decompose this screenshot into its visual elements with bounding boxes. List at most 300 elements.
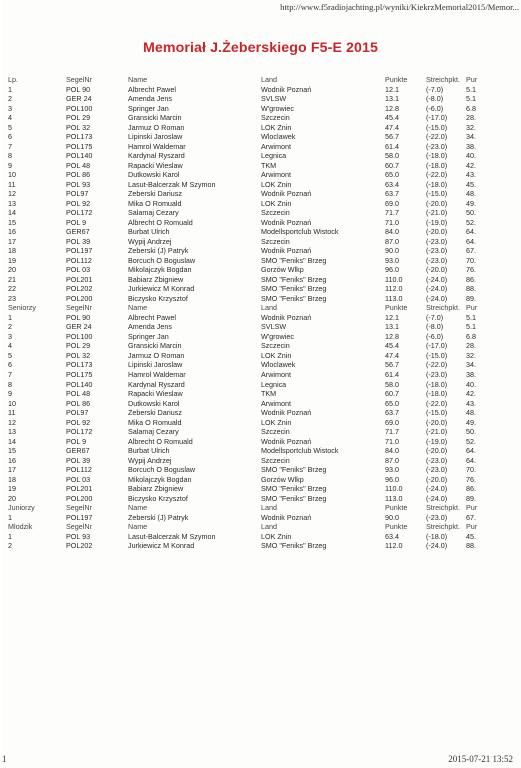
cell-sail-number: POL100 <box>66 331 93 341</box>
cell-net-score: 40. <box>466 151 476 161</box>
section-header <box>8 303 521 313</box>
cell-points: 61.4 <box>385 141 399 151</box>
cell-place: 4 <box>8 341 12 351</box>
cell-place: 11 <box>8 179 16 189</box>
cell-name: Lipinski Jaroslaw <box>128 360 183 370</box>
cell-sail-number: GER 24 <box>66 322 92 332</box>
table-row <box>8 437 521 447</box>
cell-net-score: 6.8 <box>466 103 476 113</box>
cell-name: Kardynal Ryszard <box>128 151 185 161</box>
cell-discard-points: (-7.0) <box>426 84 444 94</box>
print-timestamp: 2015-07-21 13:52 <box>448 754 513 764</box>
cell-discard-points: (-15.0) <box>426 350 448 360</box>
cell-club: W'growiec <box>261 103 294 113</box>
table-row <box>8 180 521 190</box>
table-row <box>8 208 521 218</box>
cell-name: Kardynal Ryszard <box>128 379 185 389</box>
column-header-sail-number: SegelNr <box>66 503 92 513</box>
cell-place: 16 <box>8 227 16 237</box>
cell-points: 69.0 <box>385 417 399 427</box>
cell-discard-points: (-23.0) <box>426 512 448 522</box>
table-row <box>8 246 521 256</box>
section-header <box>8 75 521 85</box>
cell-discard-points: (-17.0) <box>426 341 448 351</box>
cell-points: 47.4 <box>385 122 399 132</box>
cell-discard-points: (-18.0) <box>426 151 448 161</box>
cell-club: LOK Znin <box>261 531 292 541</box>
column-header-points: Punkte <box>385 75 408 84</box>
cell-sail-number: POL202 <box>66 541 93 551</box>
cell-place: 17 <box>8 465 16 475</box>
column-header-name: Name <box>128 522 148 532</box>
cell-points: 13.1 <box>385 322 399 332</box>
table-row <box>8 189 521 199</box>
cell-place: 6 <box>8 132 12 142</box>
cell-sail-number: POL201 <box>66 274 93 284</box>
cell-sail-number: POL 86 <box>66 170 91 180</box>
cell-name: Hamrol Waldemar <box>128 141 186 151</box>
cell-discard-points: (-17.0) <box>426 113 448 123</box>
cell-discard-points: (-18.0) <box>426 379 448 389</box>
cell-place: 3 <box>8 103 12 113</box>
cell-club: SMO "Feniks" Brzeg <box>261 255 327 265</box>
cell-discard-points: (-21.0) <box>426 208 448 218</box>
cell-place: 2 <box>8 322 12 332</box>
cell-club: SMO "Feniks" Brzeg <box>261 541 327 551</box>
cell-net-score: 50. <box>466 427 476 437</box>
cell-discard-points: (-24.0) <box>426 284 448 294</box>
cell-place: 18 <box>8 246 16 256</box>
cell-sail-number: POL 93 <box>66 531 91 541</box>
cell-net-score: 5.1 <box>466 312 476 322</box>
cell-sail-number: POL 39 <box>66 455 91 465</box>
cell-sail-number: POL172 <box>66 208 93 218</box>
cell-discard-points: (-23.0) <box>426 369 448 379</box>
column-header-points: Punkte <box>385 303 408 313</box>
cell-name: Zeberski Dariusz <box>128 408 182 418</box>
page-title: Memoriał J.Żeberskiego F5-E 2015 <box>142 40 379 56</box>
cell-points: 93.0 <box>385 465 399 475</box>
cell-net-score: 88. <box>466 284 476 294</box>
cell-place: 14 <box>8 436 16 446</box>
table-row <box>8 113 521 123</box>
cell-net-score: 32. <box>466 350 476 360</box>
cell-discard-points: (-15.0) <box>426 408 448 418</box>
table-row <box>8 446 521 456</box>
column-header-discard-points: Streichpkt. <box>426 303 460 313</box>
cell-net-score: 49. <box>466 198 476 208</box>
cell-points: 58.0 <box>385 379 399 389</box>
cell-club: LOK Znin <box>261 122 292 132</box>
table-row <box>8 313 521 323</box>
cell-points: 61.4 <box>385 369 399 379</box>
cell-points: 113.0 <box>385 293 403 303</box>
cell-club: SMO "Feniks" Brzeg <box>261 293 327 303</box>
column-header-net-score: Pur <box>466 303 478 313</box>
cell-club: Wodnik Poznań <box>261 512 312 522</box>
cell-discard-points: (-24.0) <box>426 493 448 503</box>
cell-club: Arwimont <box>261 141 291 151</box>
cell-sail-number: POL175 <box>66 369 93 379</box>
cell-name: Albrecht Pawel <box>128 312 176 322</box>
cell-points: 110.0 <box>385 484 403 494</box>
cell-place: 5 <box>8 122 12 132</box>
cell-points: 96.0 <box>385 265 399 275</box>
cell-net-score: 34. <box>466 360 476 370</box>
cell-sail-number: GER 24 <box>66 94 92 104</box>
cell-club: Modellsportclub Wistock <box>261 446 339 456</box>
cell-net-score: 34. <box>466 132 476 142</box>
cell-club: SMO "Feniks" Brzeg <box>261 465 327 475</box>
cell-club: Wodnik Poznań <box>261 189 312 199</box>
table-row <box>8 256 521 266</box>
cell-sail-number: POL 48 <box>66 389 91 399</box>
cell-place: 12 <box>8 189 16 199</box>
cell-discard-points: (-18.0) <box>426 531 448 541</box>
cell-discard-points: (-22.0) <box>426 398 448 408</box>
cell-club: LOK Znin <box>261 417 292 427</box>
cell-net-score: 70. <box>466 465 476 475</box>
cell-net-score: 86. <box>466 274 476 284</box>
table-row <box>8 360 521 370</box>
cell-points: 65.0 <box>385 398 399 408</box>
table-row <box>8 275 521 285</box>
cell-net-score: 42. <box>466 389 476 399</box>
cell-name: Amenda Jens <box>128 322 172 332</box>
cell-discard-points: (-8.0) <box>426 322 444 332</box>
cell-club: Modellsportclub Wistock <box>261 227 339 237</box>
cell-points: 87.0 <box>385 236 399 246</box>
cell-net-score: 28. <box>466 341 476 351</box>
cell-name: Burbat Ulrich <box>128 227 170 237</box>
cell-club: Arwimont <box>261 170 291 180</box>
table-row <box>8 465 521 475</box>
cell-name: Lipinski Jaroslaw <box>128 132 183 142</box>
cell-sail-number: POL97 <box>66 408 89 418</box>
cell-discard-points: (-15.0) <box>426 189 448 199</box>
cell-place: 20 <box>8 493 16 503</box>
cell-points: 90.0 <box>385 512 399 522</box>
cell-club: SVLSW <box>261 94 287 104</box>
cell-name: Albrecht O Romuald <box>128 436 193 446</box>
cell-place: 13 <box>8 427 16 437</box>
cell-points: 12.1 <box>385 84 399 94</box>
cell-net-score: 45. <box>466 179 476 189</box>
cell-points: 65.0 <box>385 170 399 180</box>
cell-name: Springer Jan <box>128 331 169 341</box>
cell-sail-number: POL 92 <box>66 417 91 427</box>
edge-mark: 1 <box>2 754 7 764</box>
cell-club: Szczecin <box>261 236 290 246</box>
cell-place: 17 <box>8 236 16 246</box>
cell-club: Gorzów Wlkp <box>261 474 304 484</box>
cell-net-score: 43. <box>466 398 476 408</box>
section-header <box>8 522 521 532</box>
cell-discard-points: (-23.0) <box>426 236 448 246</box>
cell-sail-number: POL 32 <box>66 350 91 360</box>
cell-place: 9 <box>8 389 12 399</box>
table-row <box>8 151 521 161</box>
cell-name: Mikolajczyk Bogdan <box>128 474 192 484</box>
page-url: http://www.f5radiojachting.pl/wyniki/KiekrzMemorial2015/Memor... <box>280 2 519 12</box>
cell-club: LOK Znin <box>261 198 292 208</box>
cell-club: SVLSW <box>261 322 287 332</box>
cell-discard-points: (-20.0) <box>426 227 448 237</box>
cell-club: SMO "Feniks" Brzeg <box>261 484 327 494</box>
cell-club: Wloclawek <box>261 132 296 142</box>
cell-name: Albrecht Pawel <box>128 84 176 94</box>
cell-net-score: 49. <box>466 417 476 427</box>
cell-place: 2 <box>8 94 12 104</box>
cell-sail-number: POL 92 <box>66 198 91 208</box>
cell-discard-points: (-20.0) <box>426 474 448 484</box>
cell-points: 60.7 <box>385 389 399 399</box>
cell-sail-number: POL 29 <box>66 341 91 351</box>
cell-discard-points: (-6.0) <box>426 103 444 113</box>
cell-discard-points: (-23.0) <box>426 455 448 465</box>
cell-sail-number: POL100 <box>66 103 93 113</box>
cell-name: Zeberski (J) Patryk <box>128 512 189 522</box>
cell-discard-points: (-23.0) <box>426 465 448 475</box>
cell-discard-points: (-19.0) <box>426 436 448 446</box>
cell-name: Springer Jan <box>128 103 169 113</box>
table-row <box>8 513 521 523</box>
cell-net-score: 64. <box>466 227 476 237</box>
cell-sail-number: POL 9 <box>66 217 87 227</box>
column-header-points: Punkte <box>385 503 408 513</box>
cell-place: 12 <box>8 417 16 427</box>
cell-name: Biczysko Krzysztof <box>128 293 188 303</box>
cell-discard-points: (-21.0) <box>426 427 448 437</box>
cell-net-score: 67. <box>466 246 476 256</box>
cell-net-score: 5.1 <box>466 322 476 332</box>
cell-discard-points: (-20.0) <box>426 417 448 427</box>
cell-net-score: 76. <box>466 265 476 275</box>
cell-net-score: 48. <box>466 189 476 199</box>
cell-name: Salamaj Cezary <box>128 427 179 437</box>
cell-discard-points: (-20.0) <box>426 265 448 275</box>
cell-net-score: 48. <box>466 408 476 418</box>
cell-sail-number: POL 39 <box>66 236 91 246</box>
table-row <box>8 380 521 390</box>
cell-club: LOK Znin <box>261 179 292 189</box>
cell-points: 71.7 <box>385 427 399 437</box>
column-header-points: Punkte <box>385 522 408 532</box>
cell-name: Amenda Jens <box>128 94 172 104</box>
cell-sail-number: POL140 <box>66 151 93 161</box>
cell-discard-points: (-18.0) <box>426 389 448 399</box>
cell-points: 63.7 <box>385 408 399 418</box>
cell-net-score: 5.1 <box>466 94 476 104</box>
cell-sail-number: POL197 <box>66 512 93 522</box>
cell-sail-number: POL200 <box>66 293 93 303</box>
cell-discard-points: (-24.0) <box>426 293 448 303</box>
cell-discard-points: (-15.0) <box>426 122 448 132</box>
cell-points: 71.0 <box>385 436 399 446</box>
cell-place: 8 <box>8 151 12 161</box>
cell-discard-points: (-20.0) <box>426 198 448 208</box>
cell-net-score: 89. <box>466 293 476 303</box>
cell-place: 5 <box>8 350 12 360</box>
cell-points: 87.0 <box>385 455 399 465</box>
cell-net-score: 64. <box>466 455 476 465</box>
cell-points: 45.4 <box>385 113 399 123</box>
cell-club: Wodnik Poznań <box>261 217 312 227</box>
cell-club: Legnica <box>261 151 287 161</box>
column-header-discard-points: Streichpkt. <box>426 522 460 532</box>
column-header-net-score: Pur <box>466 503 478 513</box>
column-header-place: Juniorzy <box>8 503 35 513</box>
cell-name: Dutkowski Karol <box>128 170 180 180</box>
cell-place: 9 <box>8 160 12 170</box>
column-header-name: Name <box>128 75 148 84</box>
cell-points: 56.7 <box>385 360 399 370</box>
cell-name: Gransicki Marcin <box>128 113 182 123</box>
cell-discard-points: (-6.0) <box>426 331 444 341</box>
cell-place: 19 <box>8 484 16 494</box>
cell-net-score: 67. <box>466 512 476 522</box>
table-row <box>8 294 521 304</box>
cell-club: SMO "Feniks" Brzeg <box>261 274 327 284</box>
cell-net-score: 88. <box>466 541 476 551</box>
cell-name: Salamaj Cezary <box>128 208 179 218</box>
cell-place: 23 <box>8 293 16 303</box>
cell-points: 60.7 <box>385 160 399 170</box>
cell-club: Szczecin <box>261 455 290 465</box>
cell-name: Mika O Romuald <box>128 417 182 427</box>
column-header-club: Land <box>261 75 277 84</box>
cell-place: 1 <box>8 531 12 541</box>
cell-net-score: 40. <box>466 379 476 389</box>
cell-sail-number: POL140 <box>66 379 93 389</box>
cell-name: Wypij Andrzej <box>128 455 172 465</box>
cell-club: TKM <box>261 160 277 170</box>
cell-place: 15 <box>8 446 16 456</box>
cell-discard-points: (-19.0) <box>426 217 448 227</box>
cell-club: Arwimont <box>261 398 291 408</box>
cell-name: Zeberski Dariusz <box>128 189 182 199</box>
column-header-sail-number: SegelNr <box>66 303 92 313</box>
cell-place: 4 <box>8 113 12 123</box>
cell-club: Wodnik Poznań <box>261 312 312 322</box>
cell-points: 93.0 <box>385 255 399 265</box>
table-row <box>8 284 521 294</box>
cell-net-score: 86. <box>466 484 476 494</box>
cell-place: 13 <box>8 198 16 208</box>
cell-name: Gransicki Marcin <box>128 341 182 351</box>
cell-place: 19 <box>8 255 16 265</box>
cell-club: TKM <box>261 389 277 399</box>
column-header-place: Lp. <box>8 75 18 84</box>
cell-name: Lasut-Balcerzak M Szymon <box>128 531 216 541</box>
cell-discard-points: (-8.0) <box>426 94 444 104</box>
cell-club: Szczecin <box>261 208 290 218</box>
cell-points: 56.7 <box>385 132 399 142</box>
cell-name: Jurkiewicz M Konrad <box>128 284 195 294</box>
cell-points: 84.0 <box>385 446 399 456</box>
cell-place: 7 <box>8 369 12 379</box>
cell-sail-number: POL 90 <box>66 84 91 94</box>
cell-discard-points: (-23.0) <box>426 246 448 256</box>
cell-name: Rapacki Wieslaw <box>128 160 183 170</box>
table-row <box>8 332 521 342</box>
cell-club: Szczecin <box>261 341 290 351</box>
table-row <box>8 484 521 494</box>
cell-discard-points: (-24.0) <box>426 484 448 494</box>
cell-sail-number: GER67 <box>66 227 90 237</box>
table-row <box>8 399 521 409</box>
cell-name: Albrecht O Romuald <box>128 217 193 227</box>
cell-points: 12.8 <box>385 331 399 341</box>
table-row <box>8 161 521 171</box>
cell-sail-number: POL 93 <box>66 179 91 189</box>
cell-sail-number: POL173 <box>66 360 93 370</box>
cell-place: 1 <box>8 84 12 94</box>
cell-net-score: 38. <box>466 141 476 151</box>
table-row <box>8 199 521 209</box>
results-table <box>8 75 521 551</box>
cell-points: 84.0 <box>385 227 399 237</box>
cell-discard-points: (-18.0) <box>426 160 448 170</box>
cell-net-score: 70. <box>466 255 476 265</box>
cell-club: Wodnik Poznań <box>261 436 312 446</box>
cell-points: 45.4 <box>385 341 399 351</box>
cell-place: 20 <box>8 265 16 275</box>
cell-net-score: 52. <box>466 436 476 446</box>
cell-discard-points: (-24.0) <box>426 274 448 284</box>
column-header-name: Name <box>128 303 148 313</box>
column-header-net-score: Pur <box>466 75 478 84</box>
cell-place: 14 <box>8 208 16 218</box>
cell-sail-number: POL 03 <box>66 474 91 484</box>
cell-sail-number: POL201 <box>66 484 93 494</box>
cell-net-score: 28. <box>466 113 476 123</box>
cell-sail-number: POL197 <box>66 246 93 256</box>
cell-points: 12.1 <box>385 312 399 322</box>
table-row <box>8 142 521 152</box>
table-row <box>8 541 521 551</box>
cell-points: 12.8 <box>385 103 399 113</box>
cell-sail-number: POL 29 <box>66 113 91 123</box>
table-row <box>8 94 521 104</box>
cell-net-score: 45. <box>466 531 476 541</box>
cell-net-score: 32. <box>466 122 476 132</box>
column-header-name: Name <box>128 503 148 513</box>
cell-name: Jarmuz O Roman <box>128 350 185 360</box>
cell-place: 18 <box>8 474 16 484</box>
cell-sail-number: POL 86 <box>66 398 91 408</box>
cell-name: Jurkiewicz M Konrad <box>128 541 195 551</box>
cell-name: Babiarz Zbigniew <box>128 484 184 494</box>
cell-discard-points: (-23.0) <box>426 255 448 265</box>
cell-net-score: 43. <box>466 170 476 180</box>
table-row <box>8 85 521 95</box>
table-row <box>8 494 521 504</box>
cell-place: 16 <box>8 455 16 465</box>
cell-discard-points: (-22.0) <box>426 170 448 180</box>
cell-name: Dutkowski Karol <box>128 398 180 408</box>
cell-place: 10 <box>8 170 16 180</box>
cell-club: Wodnik Poznań <box>261 84 312 94</box>
table-row <box>8 132 521 142</box>
table-row <box>8 123 521 133</box>
column-header-place: Seniorzy <box>8 303 36 313</box>
cell-points: 90.0 <box>385 246 399 256</box>
table-row <box>8 341 521 351</box>
cell-sail-number: POL 90 <box>66 312 91 322</box>
cell-place: 1 <box>8 312 12 322</box>
table-row <box>8 170 521 180</box>
